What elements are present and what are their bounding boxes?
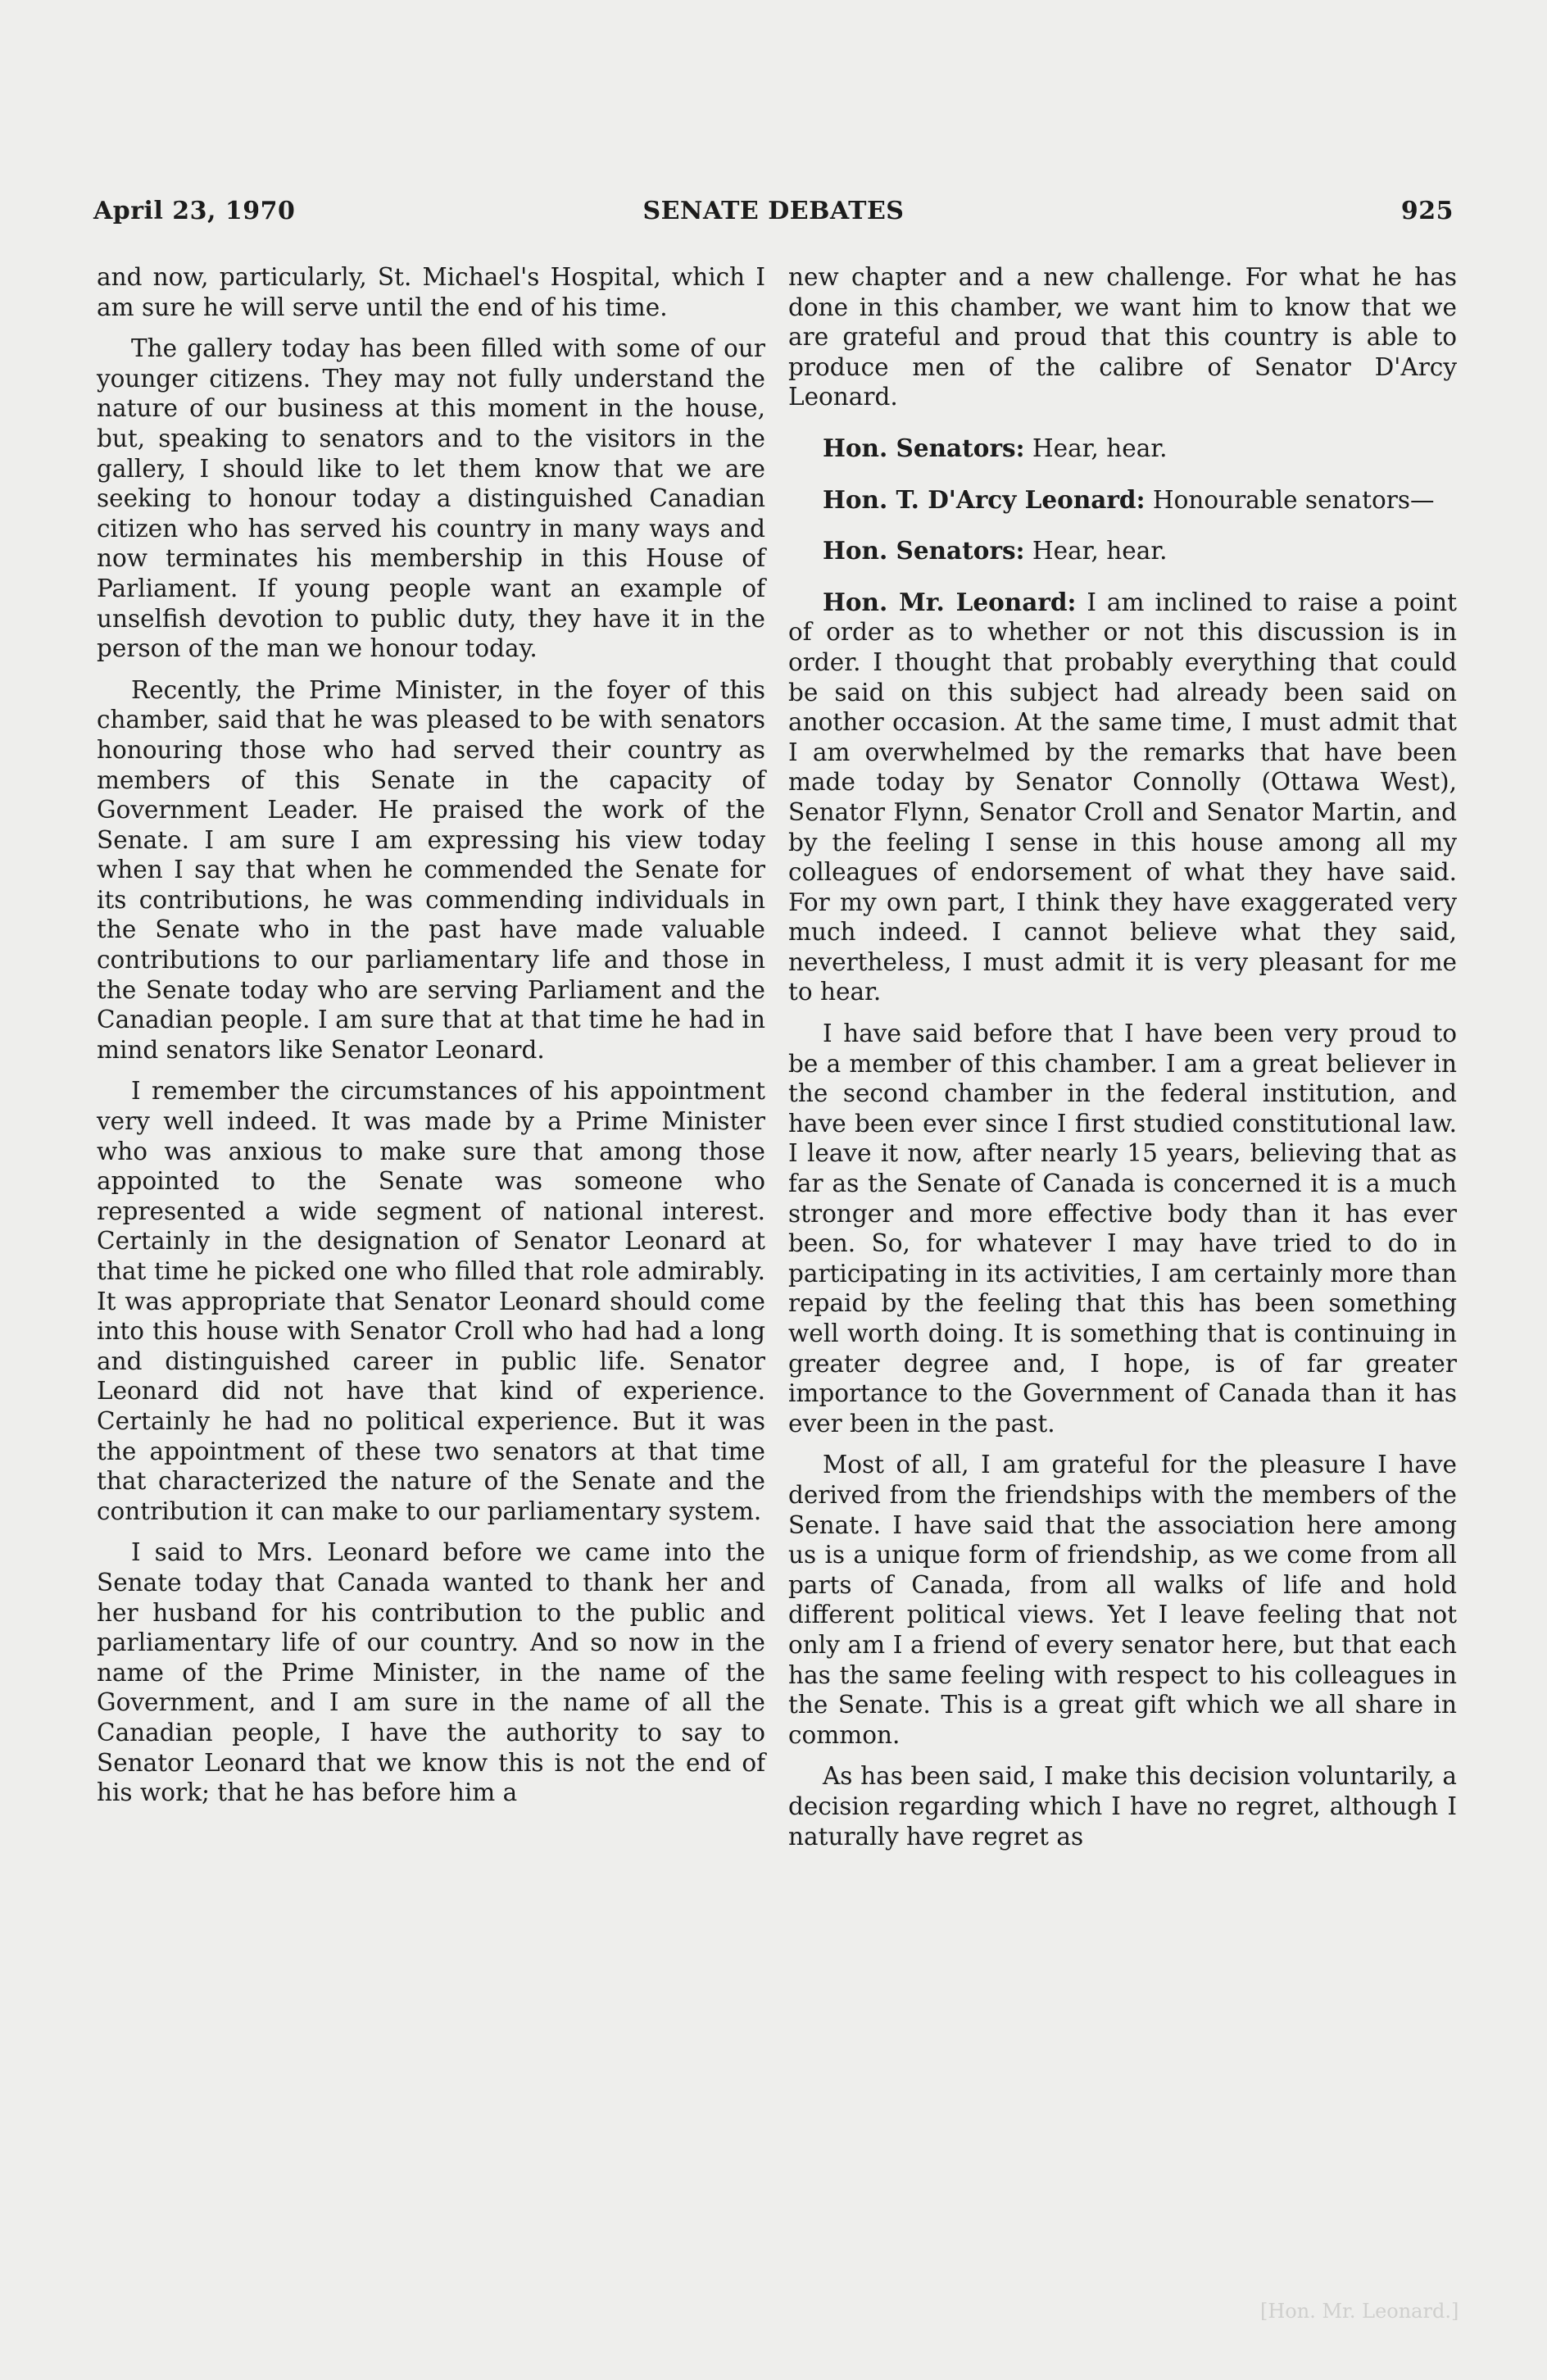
speaker-name: Hon. T. D'Arcy Leonard: (823, 484, 1146, 514)
paragraph: As has been said, I make this decision voluntarily, a decision regarding which I have no regret, although I naturally have regret as (788, 1762, 1457, 1851)
paragraph: I have said before that I have been very proud to be a member of this chamber. I am a great believer in the second chamber in the federal institution, and have been ever since I first studied constitutional law. I leave it now, after nearly 15 years, believing that as far as the Senate of Canada is concerned it is a much stronger and more effective body than it has ever been. So, for whatever I may have tried to do in participating in its activities, I am certainly more than repaid by the feeling that this has been something well worth doing. It is something that is continuing in greater degree and, I hope, is of far greater importance to the Government of Canada than it has ever been in the past. (788, 1020, 1457, 1438)
header-page-number: 925 (1400, 197, 1454, 225)
speaker-text: Hear, hear. (1024, 434, 1168, 462)
paragraph: and now, particularly, St. Michael's Hospital, which I am sure he will serve until the end of his time. (97, 263, 765, 321)
speaker-text: Hear, hear. (1024, 537, 1168, 565)
speaker-turn (788, 536, 1457, 566)
header-date: April 23, 1970 (93, 197, 296, 225)
running-head (93, 197, 1454, 229)
speaker-name: Hon. Senators: (823, 433, 1025, 462)
speaker-text: Honourable senators— (1145, 485, 1435, 514)
speaker-turn (788, 434, 1457, 464)
paragraph: Recently, the Prime Minister, in the foyer of this chamber, said that he was pleased to be with senators honouring those who had served their country as members of this Senate in the capacity of Government Leader. He praised the work of the Senate. I am sure I am expressing his view today when I say that when he commended the Senate for its contributions, he was commending individuals in the Senate who in the past have made valuable contributions to our parliamentary life and those in the Senate today who are serving Parliament and the Canadian people. I am sure that at that time he had in mind senators like Senator Leonard. (97, 675, 765, 1064)
paragraph: new chapter and a new challenge. For what he has done in this chamber, we want him to know that we are grateful and proud that this country is able to produce men of the calibre of Senator D'Arcy Leonard. (788, 263, 1457, 411)
speaker-name: Hon. Senators: (823, 536, 1025, 565)
left-column (97, 262, 765, 1819)
paragraph: I said to Mrs. Leonard before we came into the Senate today that Canada wanted to thank her and her husband for his contribution to the public and parliamentary life of our country. And so now in the name of the Prime Minister, in the name of the Government, and I am sure in the name of all the Canadian people, I have the authority to say to Senator Leonard that we know this is not the end of his work; that he has before him a (97, 1538, 765, 1807)
speaker-text: I am inclined to raise a point of order as to whether or not this discussion is in order. I thought that probably everything that could be said on this subject had already been said on another occasion. At the same time, I must admit that I am overwhelmed by the remarks that have been made today by Senator Connolly (Ottawa West), Senator Flynn, Senator Croll and Senator Martin, and by the feeling I sense in this house among all my colleagues of endorsement of what they have said. For my own part, I think they have exaggerated very much indeed. I cannot believe what they said, nevertheless, I must admit it is very pleasant for me to hear. (788, 588, 1457, 1006)
right-column (788, 262, 1457, 1863)
header-title: SENATE DEBATES (642, 197, 905, 225)
paragraph: I remember the circumstances of his appointment very well indeed. It was made by a Prime Minister who was anxious to make sure that among those appointed to the Senate was someone who represented a wide segment of national interest. Certainly in the designation of Senator Leonard at that time he picked one who filled that role admirably. It was appropriate that Senator Leonard should come into this house with Senator Croll who had had a long and distinguished career in public life. Senator Leonard did not have that kind of experience. Certainly he had no political experience. But it was the appointment of these two senators at that time that characterized the nature of the Senate and the contribution it can make to our parliamentary system. (97, 1077, 765, 1525)
speaker-turn (788, 588, 1457, 1007)
speaker-turn (788, 485, 1457, 516)
paragraph: The gallery today has been filled with some of our younger citizens. They may not fully understand the nature of our business at this moment in the house, but, speaking to senators and to the visitors in the gallery, I should like to let them know that we are seeking to honour today a distinguished Canadian citizen who has served his country in many ways and now terminates his membership in this House of Parliament. If young people want an example of unselfish devotion to public duty, they have it in the person of the man we honour today. (97, 334, 765, 663)
speaker-name: Hon. Mr. Leonard: (823, 587, 1077, 616)
paragraph: Most of all, I am grateful for the pleasure I have derived from the friendships with the members of the Senate. I have said that the association here among us is a unique form of friendship, as we come from all parts of Canada, from all walks of life and hold different political views. Yet I leave feeling that not only am I a friend of every senator here, but that each has the same feeling with respect to his colleagues in the Senate. This is a great gift which we all share in common. (788, 1451, 1457, 1749)
bleed-through-text: [Hon. Mr. Leonard.] (1260, 2300, 1459, 2323)
